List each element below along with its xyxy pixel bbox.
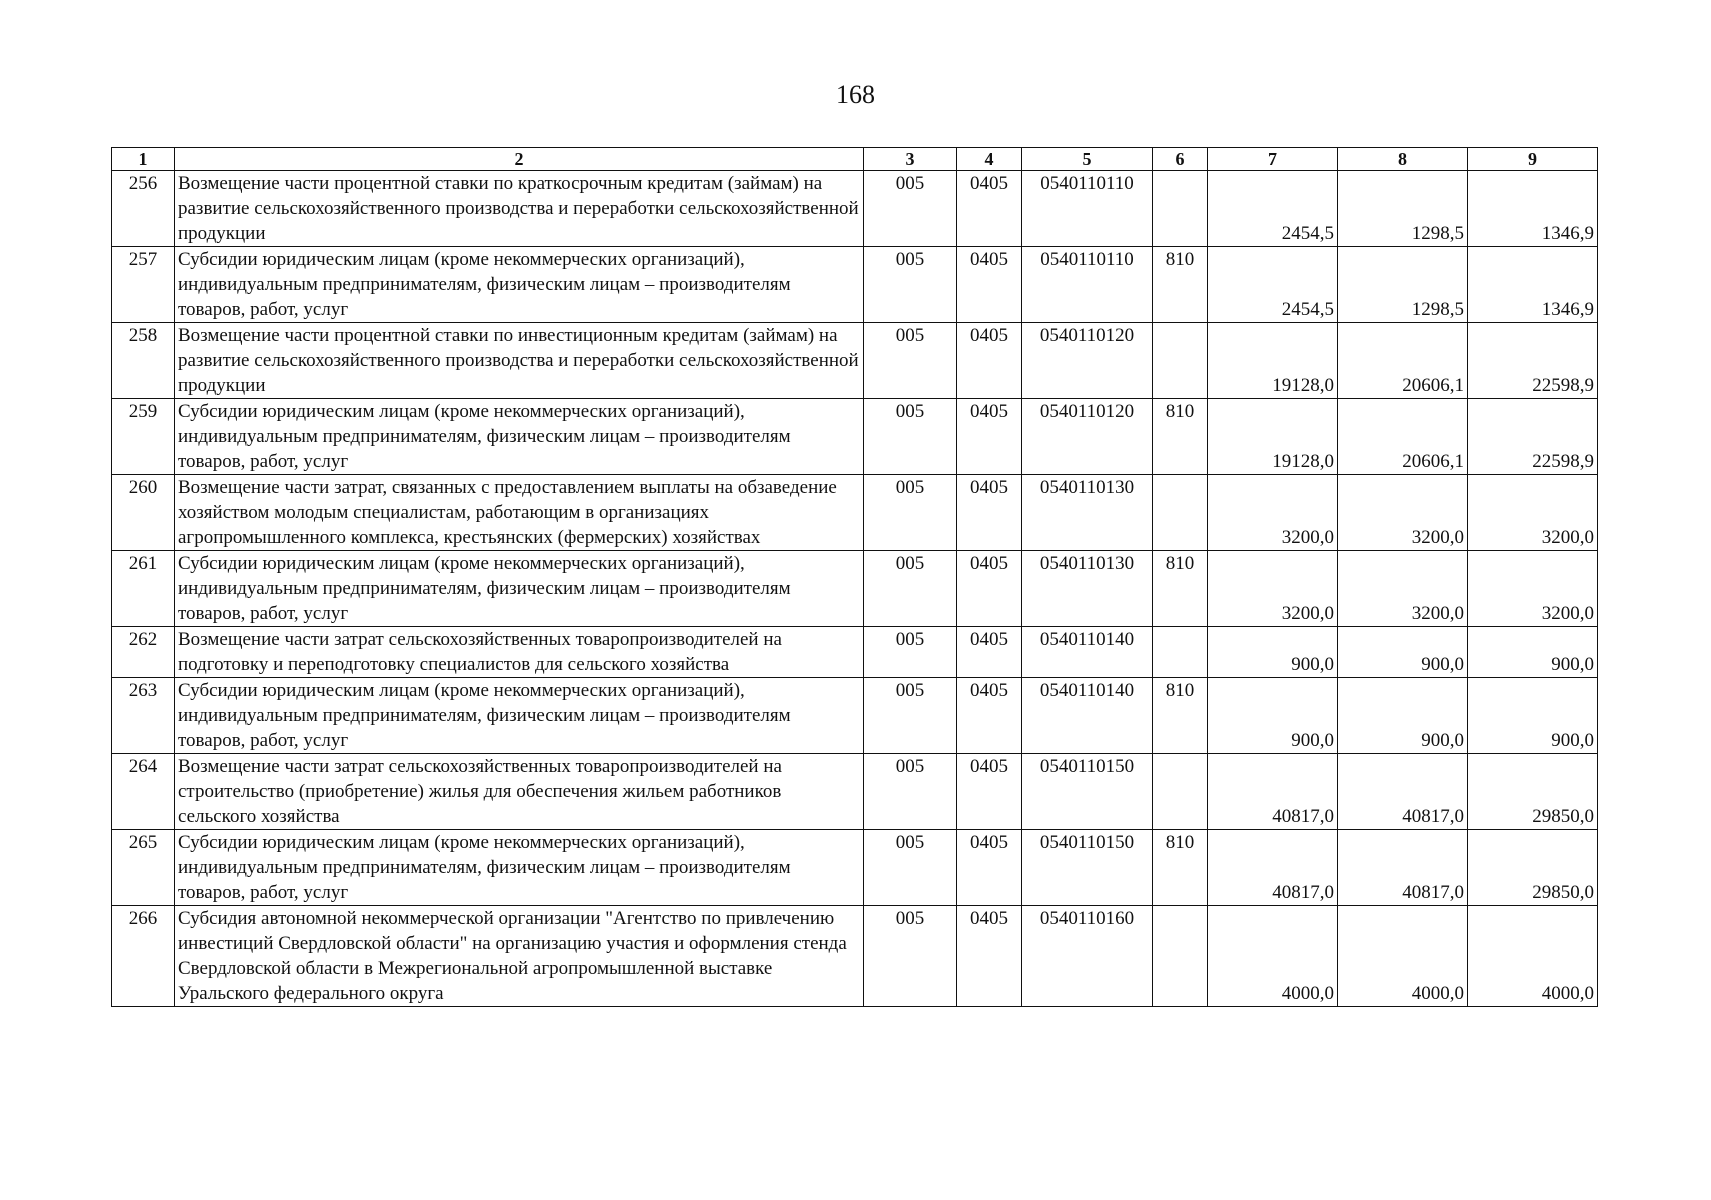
amount-column-7: 900,0 bbox=[1208, 627, 1338, 678]
header-cell: 6 bbox=[1153, 148, 1208, 171]
header-cell: 3 bbox=[864, 148, 957, 171]
column-3-code: 005 bbox=[864, 754, 957, 830]
column-6-code bbox=[1153, 754, 1208, 830]
table-row bbox=[112, 399, 1598, 475]
row-description: Возмещение части процентной ставки по краткосрочным кредитам (займам) на развитие сельскохозяйственного производства и переработки сельскохозяйственной продукции bbox=[175, 171, 864, 247]
amount-column-9: 22598,9 bbox=[1468, 323, 1598, 399]
row-number: 256 bbox=[112, 171, 175, 247]
amount-column-8: 1298,5 bbox=[1338, 171, 1468, 247]
amount-column-8: 20606,1 bbox=[1338, 323, 1468, 399]
column-5-code: 0540110150 bbox=[1022, 830, 1153, 906]
column-3-code: 005 bbox=[864, 247, 957, 323]
column-3-code: 005 bbox=[864, 551, 957, 627]
page-number: 168 bbox=[836, 80, 875, 109]
column-4-code: 0405 bbox=[957, 551, 1022, 627]
header-cell: 8 bbox=[1338, 148, 1468, 171]
column-5-code: 0540110120 bbox=[1022, 399, 1153, 475]
amount-column-7: 3200,0 bbox=[1208, 551, 1338, 627]
table-row bbox=[112, 171, 1598, 247]
row-description: Возмещение части затрат, связанных с предоставлением выплаты на обзаведение хозяйством молодым специалистам, работающим в организациях агропромышленного комплекса, крестьянских (фермерских) хозяйствах bbox=[175, 475, 864, 551]
column-3-code: 005 bbox=[864, 830, 957, 906]
table-body bbox=[112, 171, 1598, 1007]
amount-column-8: 40817,0 bbox=[1338, 754, 1468, 830]
amount-column-9: 22598,9 bbox=[1468, 399, 1598, 475]
amount-column-9: 900,0 bbox=[1468, 627, 1598, 678]
row-number: 259 bbox=[112, 399, 175, 475]
column-6-code bbox=[1153, 475, 1208, 551]
amount-column-7: 19128,0 bbox=[1208, 399, 1338, 475]
table-row bbox=[112, 906, 1598, 1007]
amount-column-7: 40817,0 bbox=[1208, 830, 1338, 906]
header-cell: 2 bbox=[175, 148, 864, 171]
row-description: Возмещение части затрат сельскохозяйственных товаропроизводителей на строительство (приобретение) жилья для обеспечения жильем работников сельского хозяйства bbox=[175, 754, 864, 830]
amount-column-7: 900,0 bbox=[1208, 678, 1338, 754]
column-5-code: 0540110130 bbox=[1022, 551, 1153, 627]
column-3-code: 005 bbox=[864, 906, 957, 1007]
column-6-code: 810 bbox=[1153, 678, 1208, 754]
row-number: 265 bbox=[112, 830, 175, 906]
amount-column-9: 29850,0 bbox=[1468, 754, 1598, 830]
header-cell: 1 bbox=[112, 148, 175, 171]
amount-column-7: 3200,0 bbox=[1208, 475, 1338, 551]
row-description: Субсидии юридическим лицам (кроме некоммерческих организаций), индивидуальным предпринимателям, физическим лицам – производителям товаров, работ, услуг bbox=[175, 830, 864, 906]
amount-column-9: 3200,0 bbox=[1468, 475, 1598, 551]
row-number: 258 bbox=[112, 323, 175, 399]
amount-column-8: 40817,0 bbox=[1338, 830, 1468, 906]
amount-column-9: 1346,9 bbox=[1468, 171, 1598, 247]
column-4-code: 0405 bbox=[957, 627, 1022, 678]
amount-column-9: 900,0 bbox=[1468, 678, 1598, 754]
column-4-code: 0405 bbox=[957, 399, 1022, 475]
row-number: 263 bbox=[112, 678, 175, 754]
table-row bbox=[112, 678, 1598, 754]
column-4-code: 0405 bbox=[957, 247, 1022, 323]
row-description: Возмещение части затрат сельскохозяйственных товаропроизводителей на подготовку и переподготовку специалистов для сельского хозяйства bbox=[175, 627, 864, 678]
column-3-code: 005 bbox=[864, 323, 957, 399]
row-number: 266 bbox=[112, 906, 175, 1007]
column-4-code: 0405 bbox=[957, 475, 1022, 551]
header-cell: 9 bbox=[1468, 148, 1598, 171]
header-row bbox=[112, 148, 1598, 171]
column-5-code: 0540110110 bbox=[1022, 171, 1153, 247]
budget-table bbox=[111, 147, 1598, 1007]
amount-column-7: 4000,0 bbox=[1208, 906, 1338, 1007]
amount-column-9: 1346,9 bbox=[1468, 247, 1598, 323]
amount-column-8: 900,0 bbox=[1338, 627, 1468, 678]
amount-column-8: 4000,0 bbox=[1338, 906, 1468, 1007]
column-6-code: 810 bbox=[1153, 830, 1208, 906]
amount-column-7: 40817,0 bbox=[1208, 754, 1338, 830]
column-6-code bbox=[1153, 627, 1208, 678]
row-number: 260 bbox=[112, 475, 175, 551]
column-4-code: 0405 bbox=[957, 171, 1022, 247]
column-4-code: 0405 bbox=[957, 323, 1022, 399]
table-row bbox=[112, 247, 1598, 323]
amount-column-8: 900,0 bbox=[1338, 678, 1468, 754]
amount-column-8: 3200,0 bbox=[1338, 551, 1468, 627]
amount-column-9: 4000,0 bbox=[1468, 906, 1598, 1007]
table-row bbox=[112, 830, 1598, 906]
amount-column-9: 29850,0 bbox=[1468, 830, 1598, 906]
amount-column-7: 2454,5 bbox=[1208, 247, 1338, 323]
amount-column-7: 19128,0 bbox=[1208, 323, 1338, 399]
amount-column-8: 3200,0 bbox=[1338, 475, 1468, 551]
column-5-code: 0540110140 bbox=[1022, 678, 1153, 754]
table-row bbox=[112, 627, 1598, 678]
column-5-code: 0540110110 bbox=[1022, 247, 1153, 323]
row-description: Субсидии юридическим лицам (кроме некоммерческих организаций), индивидуальным предпринимателям, физическим лицам – производителям товаров, работ, услуг bbox=[175, 678, 864, 754]
column-5-code: 0540110150 bbox=[1022, 754, 1153, 830]
table-row bbox=[112, 551, 1598, 627]
column-6-code bbox=[1153, 323, 1208, 399]
column-5-code: 0540110130 bbox=[1022, 475, 1153, 551]
table-row bbox=[112, 323, 1598, 399]
column-6-code bbox=[1153, 171, 1208, 247]
row-description: Субсидии юридическим лицам (кроме некоммерческих организаций), индивидуальным предпринимателям, физическим лицам – производителям товаров, работ, услуг bbox=[175, 551, 864, 627]
column-6-code: 810 bbox=[1153, 247, 1208, 323]
column-3-code: 005 bbox=[864, 627, 957, 678]
table-row bbox=[112, 754, 1598, 830]
column-5-code: 0540110160 bbox=[1022, 906, 1153, 1007]
row-description: Возмещение части процентной ставки по инвестиционным кредитам (займам) на развитие сельскохозяйственного производства и переработки сельскохозяйственной продукции bbox=[175, 323, 864, 399]
column-5-code: 0540110140 bbox=[1022, 627, 1153, 678]
row-number: 261 bbox=[112, 551, 175, 627]
column-5-code: 0540110120 bbox=[1022, 323, 1153, 399]
column-4-code: 0405 bbox=[957, 754, 1022, 830]
column-6-code bbox=[1153, 906, 1208, 1007]
row-description: Субсидия автономной некоммерческой организации "Агентство по привлечению инвестиций Свердловской области" на организацию участия и оформления стенда Свердловской области в Межрегиональной агропромышленной выставке Уральского федерального округа bbox=[175, 906, 864, 1007]
row-number: 257 bbox=[112, 247, 175, 323]
header-cell: 4 bbox=[957, 148, 1022, 171]
amount-column-8: 1298,5 bbox=[1338, 247, 1468, 323]
column-4-code: 0405 bbox=[957, 830, 1022, 906]
column-3-code: 005 bbox=[864, 678, 957, 754]
amount-column-9: 3200,0 bbox=[1468, 551, 1598, 627]
column-3-code: 005 bbox=[864, 475, 957, 551]
row-description: Субсидии юридическим лицам (кроме некоммерческих организаций), индивидуальным предпринимателям, физическим лицам – производителям товаров, работ, услуг bbox=[175, 399, 864, 475]
column-6-code: 810 bbox=[1153, 551, 1208, 627]
column-3-code: 005 bbox=[864, 399, 957, 475]
column-4-code: 0405 bbox=[957, 906, 1022, 1007]
column-6-code: 810 bbox=[1153, 399, 1208, 475]
amount-column-7: 2454,5 bbox=[1208, 171, 1338, 247]
row-description: Субсидии юридическим лицам (кроме некоммерческих организаций), индивидуальным предпринимателям, физическим лицам – производителям товаров, работ, услуг bbox=[175, 247, 864, 323]
column-3-code: 005 bbox=[864, 171, 957, 247]
header-cell: 7 bbox=[1208, 148, 1338, 171]
column-4-code: 0405 bbox=[957, 678, 1022, 754]
table-row bbox=[112, 475, 1598, 551]
amount-column-8: 20606,1 bbox=[1338, 399, 1468, 475]
header-cell: 5 bbox=[1022, 148, 1153, 171]
row-number: 264 bbox=[112, 754, 175, 830]
row-number: 262 bbox=[112, 627, 175, 678]
